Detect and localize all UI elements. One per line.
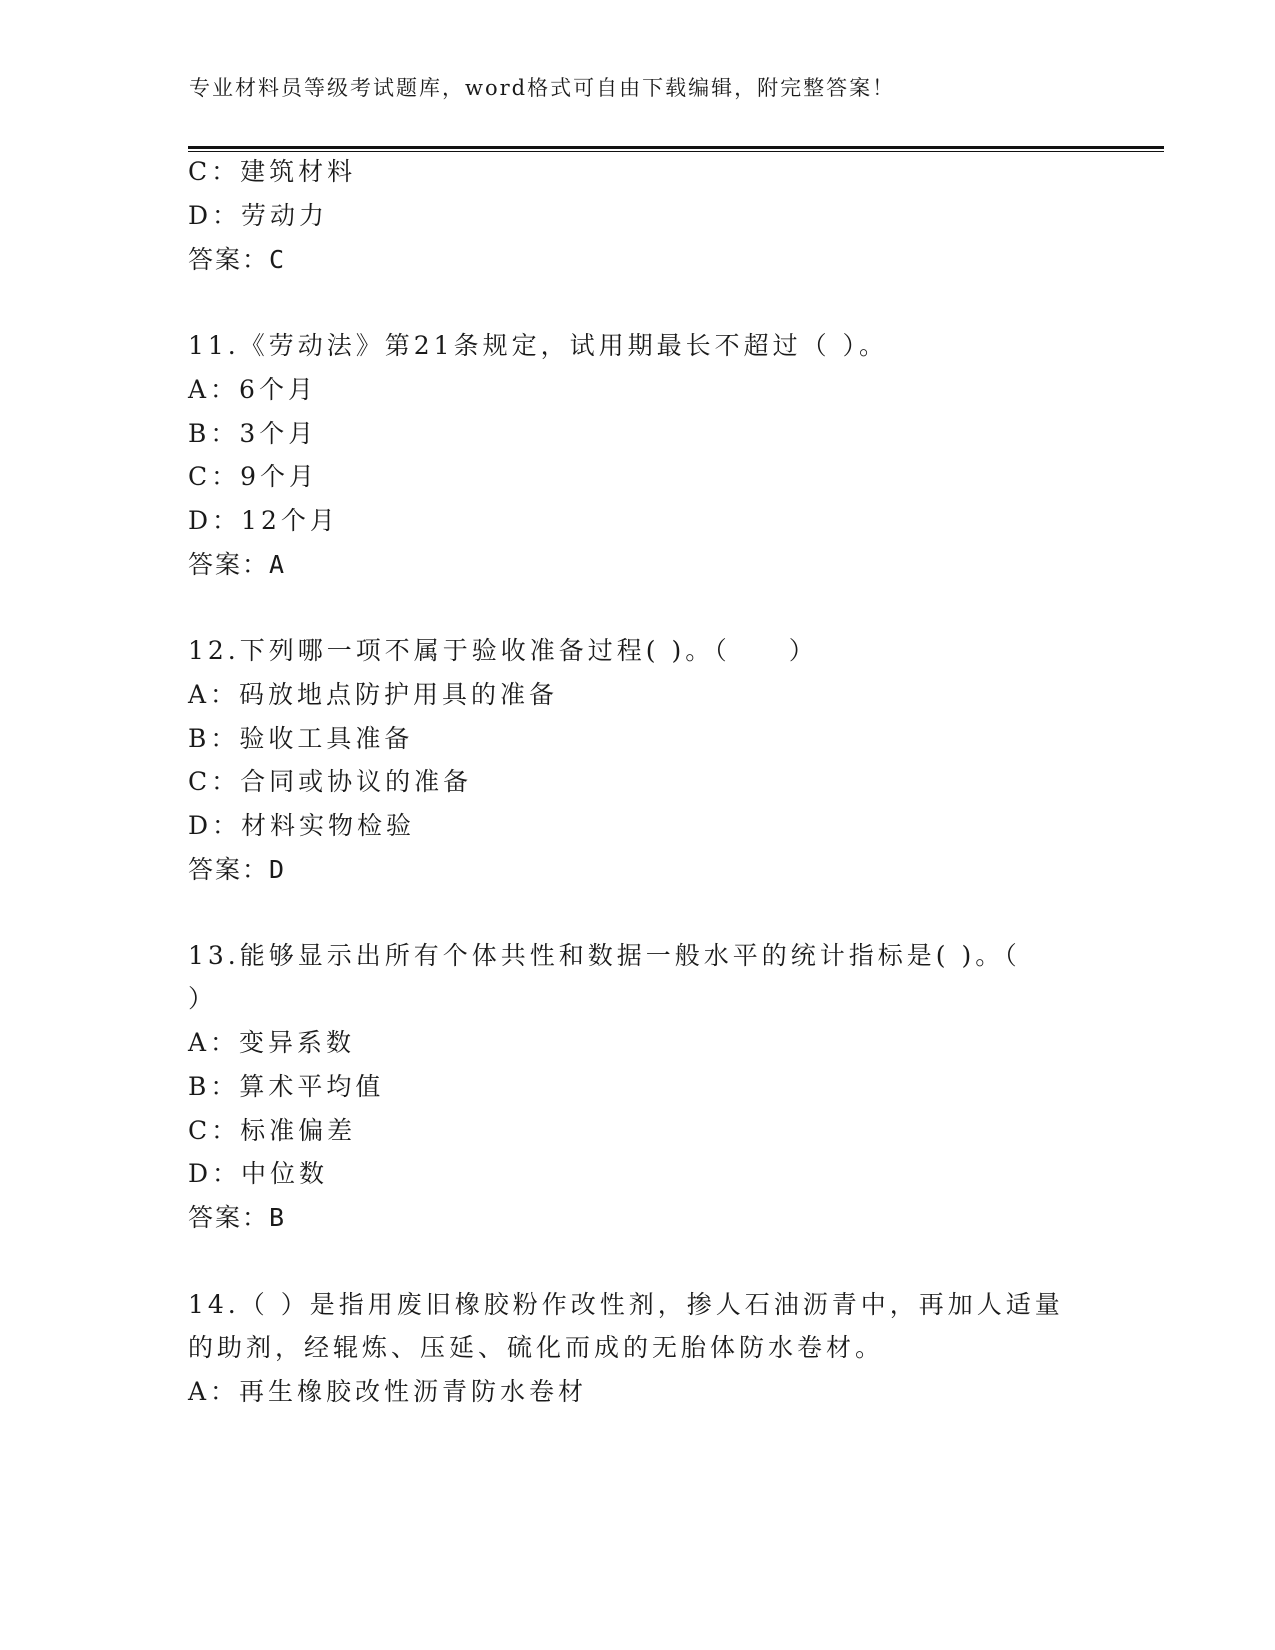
answer-label: 答案： [188,1203,270,1232]
question-12-answer [188,855,286,885]
question-12-stem: 12.下列哪一项不属于验收准备过程( )。（ ） [188,636,818,665]
question-13-option-c: C：标准偏差 [188,1116,357,1145]
header-divider [188,146,1164,149]
question-12-option-a: A：码放地点防护用具的准备 [188,680,559,709]
question-12-option-c: C：合同或协议的准备 [188,767,473,796]
question-13-stem-line2: ） [188,984,218,1013]
answer-value: D [269,855,287,884]
question-12-option-b: B：验收工具准备 [188,724,414,753]
question-12-option-d: D：材料实物检验 [188,811,416,840]
question-11-answer [188,550,286,580]
question-13-stem-line1: 13.能够显示出所有个体共性和数据一般水平的统计指标是( )。（ [188,941,1021,970]
answer-value: B [269,1203,287,1232]
question-11-option-a: A：6个月 [188,375,317,404]
answer-label: 答案： [188,245,270,274]
question-13-option-b: B：算术平均值 [188,1072,385,1101]
question-14-option-a: A：再生橡胶改性沥青防水卷材 [188,1377,588,1406]
question-13-option-a: A：变异系数 [188,1028,356,1057]
question-11-option-d: D：12个月 [188,506,339,535]
question-11-stem: 11.《劳动法》第21条规定，试用期最长不超过（ ）。 [188,331,889,360]
page-header: 专业材料员等级考试题库，word格式可自由下载编辑，附完整答案！ [189,76,896,100]
answer-value: C [269,245,287,274]
question-11-option-c: C：9个月 [188,462,319,491]
header-divider-thin [188,151,1164,152]
answer-label: 答案： [188,550,270,579]
answer-line [188,245,286,275]
question-13-option-d: D：中位数 [188,1159,329,1188]
question-14-stem-line2: 的助剂，经辊炼、压延、硫化而成的无胎体防水卷材。 [188,1333,885,1362]
question-13-answer [188,1203,286,1233]
answer-label: 答案： [188,855,270,884]
question-11-option-b: B：3个月 [188,419,318,448]
option-d: D：劳动力 [188,201,329,230]
answer-value: A [269,550,287,579]
question-14-stem-line1: 14.（ ）是指用废旧橡胶粉作改性剂，掺人石油沥青中，再加人适量 [188,1290,1064,1319]
option-c: C：建筑材料 [188,157,357,186]
